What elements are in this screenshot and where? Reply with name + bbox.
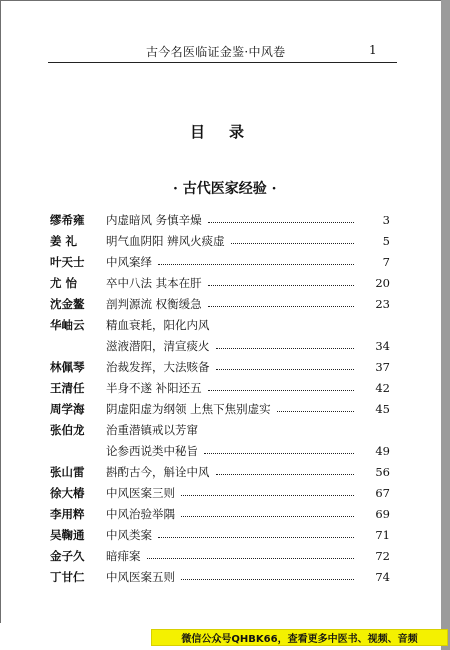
toc-author: 金子久 — [50, 548, 85, 563]
toc-author: 张伯龙 — [50, 422, 85, 437]
toc-entry — [50, 482, 390, 503]
toc-entry-body — [106, 485, 390, 501]
toc-author: 林佩琴 — [50, 359, 85, 374]
toc-author: 沈金鳌 — [50, 296, 85, 311]
toc-dot-leader — [204, 453, 354, 454]
toc-entry-body — [106, 317, 390, 333]
toc-dot-leader — [181, 495, 354, 496]
toc-entry — [50, 524, 390, 545]
toc-author: 叶天士 — [50, 254, 85, 269]
toc-entry — [50, 314, 390, 335]
toc-dot-leader — [208, 306, 354, 307]
toc-page-number: 71 — [375, 527, 390, 542]
toc-entry — [50, 230, 390, 251]
toc-title-char-2: 录 — [229, 123, 247, 141]
toc-entry-continuation — [50, 440, 390, 461]
toc-topic: 剖判源流 权衡缓急 — [106, 296, 202, 311]
toc-entry — [50, 377, 390, 398]
toc-author: 徐大椿 — [50, 485, 85, 500]
toc-entry — [50, 209, 390, 230]
toc-page-number: 72 — [375, 548, 390, 563]
toc-page-number: 5 — [382, 233, 390, 248]
toc-topic: 内虚暗风 务慎辛燥 — [106, 212, 202, 227]
toc-title — [190, 121, 268, 142]
toc-topic: 卒中八法 其本在肝 — [106, 275, 202, 290]
toc-topic: 中风案绎 — [106, 254, 152, 269]
toc-dot-leader — [208, 285, 354, 286]
toc-topic: 治重潜镇戒以芳窜 — [106, 422, 198, 437]
toc-dot-leader — [181, 579, 354, 580]
toc-topic: 中风治验举隅 — [106, 506, 175, 521]
toc-dot-leader — [216, 369, 355, 370]
toc-entry — [50, 461, 390, 482]
toc-author: 缪希雍 — [50, 212, 85, 227]
toc-entry-body — [106, 527, 390, 543]
toc-entry-body — [106, 422, 390, 438]
viewer-scroll-gutter — [441, 0, 450, 650]
toc-dot-leader — [208, 390, 354, 391]
toc-dot-leader — [216, 474, 355, 475]
toc-entry-body — [106, 254, 390, 270]
toc-topic: 中风医案三则 — [106, 485, 175, 500]
toc-page-number: 3 — [382, 212, 390, 227]
toc-dot-leader — [216, 348, 355, 349]
toc-entry — [50, 566, 390, 587]
toc-author: 王清任 — [50, 380, 85, 395]
toc-topic: 治裁发挥，大法赅备 — [106, 359, 210, 374]
toc-dot-leader — [277, 411, 354, 412]
toc-topic: 论参西说类中秘旨 — [106, 443, 198, 458]
toc-entry — [50, 545, 390, 566]
toc-author: 华岫云 — [50, 317, 85, 332]
toc-entry — [50, 272, 390, 293]
toc-entry — [50, 251, 390, 272]
toc-entry-body — [106, 359, 390, 375]
wechat-promo-banner: 微信公众号QHBK66，查看更多中医书、视频、音频 — [151, 629, 448, 646]
toc-page-number: 45 — [375, 401, 390, 416]
header-rule — [48, 62, 397, 63]
toc-title-char-1: 目 — [190, 123, 208, 141]
toc-topic: 半身不遂 补阳还五 — [106, 380, 202, 395]
section-title: · 古代医家经验 · — [173, 181, 277, 197]
toc-entry-body — [106, 275, 390, 291]
toc-entry — [50, 356, 390, 377]
toc-author: 丁甘仁 — [50, 569, 85, 584]
toc-page-number: 34 — [375, 338, 390, 353]
toc-dot-leader — [181, 516, 354, 517]
toc-entry-body — [106, 443, 390, 459]
toc-topic: 暗痱案 — [106, 548, 141, 563]
toc-dot-leader — [158, 264, 354, 265]
toc-topic: 中风医案五则 — [106, 569, 175, 584]
toc-page-number: 56 — [375, 464, 390, 479]
toc-entry-body — [106, 380, 390, 396]
toc-entry-body — [106, 233, 390, 249]
toc-page-number: 7 — [382, 254, 390, 269]
toc-entry-body — [106, 569, 390, 585]
toc-dot-leader — [158, 537, 354, 538]
toc-author: 吴鞠通 — [50, 527, 85, 542]
toc-page-number: 74 — [375, 569, 390, 584]
toc-topic: 斟酌古今，斛诠中风 — [106, 464, 210, 479]
toc-page-number: 49 — [375, 443, 390, 458]
toc-page-number: 23 — [375, 296, 390, 311]
toc-topic: 阴虚阳虚为纲领 上焦下焦别虚实 — [106, 401, 271, 416]
toc-entry — [50, 419, 390, 440]
toc-entry-body — [106, 338, 390, 354]
running-header-page-number: 1 — [369, 43, 377, 57]
toc-entry-body — [106, 296, 390, 312]
toc-entry-body — [106, 464, 390, 480]
toc-author: 尤 怡 — [50, 275, 78, 290]
toc-author: 李用粹 — [50, 506, 85, 521]
running-header-title: 古今名医临证金鉴·中风卷 — [146, 45, 286, 59]
toc-topic: 中风类案 — [106, 527, 152, 542]
toc-entry — [50, 398, 390, 419]
toc-topic: 滋液潜阳，清宣痰火 — [106, 338, 210, 353]
toc-page-number: 69 — [375, 506, 390, 521]
toc-list — [50, 209, 390, 587]
toc-entry-continuation — [50, 335, 390, 356]
toc-entry-body — [106, 212, 390, 228]
toc-author: 周学海 — [50, 401, 85, 416]
toc-entry-body — [106, 401, 390, 417]
toc-author: 张山雷 — [50, 464, 85, 479]
toc-dot-leader — [147, 558, 355, 559]
toc-topic: 精血衰耗，阳化内风 — [106, 317, 210, 332]
toc-page-number: 37 — [375, 359, 390, 374]
toc-author: 姜 礼 — [50, 233, 78, 248]
toc-entry — [50, 293, 390, 314]
toc-page-number: 42 — [375, 380, 390, 395]
toc-dot-leader — [231, 243, 354, 244]
toc-topic: 明气血阴阳 辨风火痰虚 — [106, 233, 225, 248]
toc-entry-body — [106, 548, 390, 564]
toc-dot-leader — [208, 222, 354, 223]
toc-entry — [50, 503, 390, 524]
toc-page-number: 20 — [375, 275, 390, 290]
toc-entry-body — [106, 506, 390, 522]
toc-page-number: 67 — [375, 485, 390, 500]
